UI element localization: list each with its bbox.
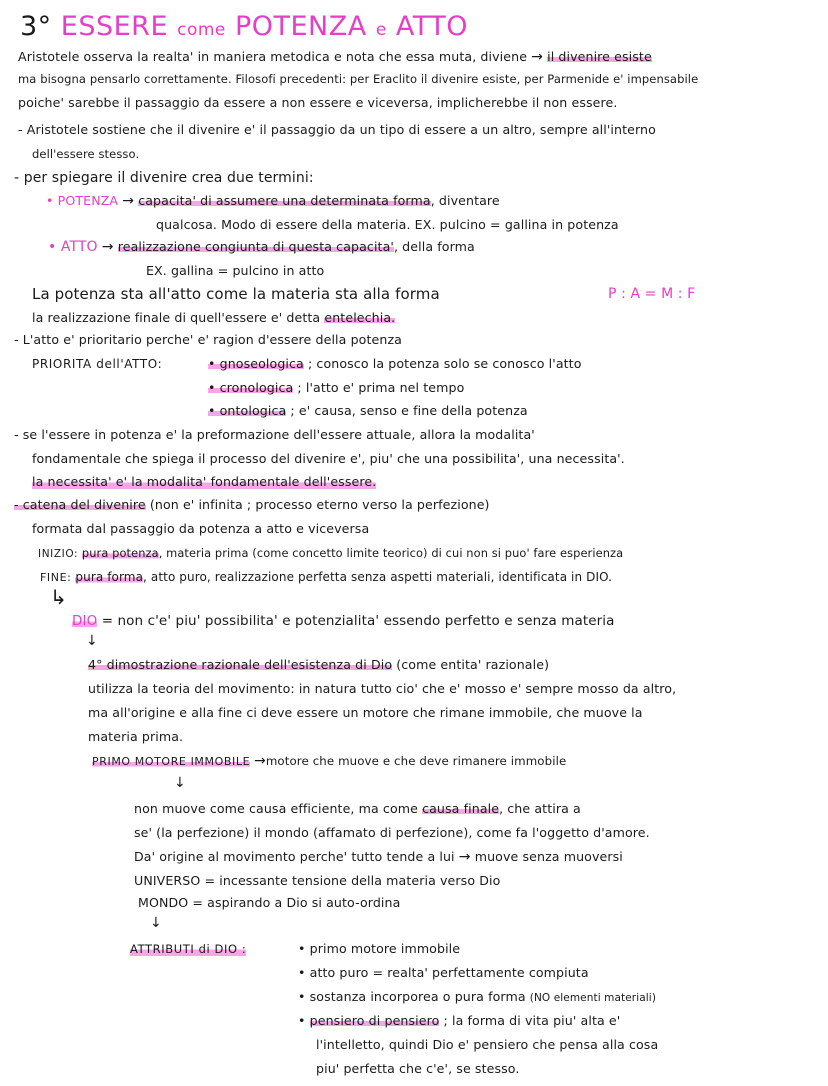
- text: •: [298, 1013, 310, 1028]
- title-number: 3°: [20, 11, 52, 42]
- text: ; l'atto e' prima nel tempo: [297, 380, 465, 395]
- arrow-right-icon: →: [458, 849, 471, 865]
- text: (NO elementi materiali): [529, 992, 657, 1004]
- attributo-item: piu' perfetta che c'e', se stesso.: [316, 1061, 520, 1076]
- inizio-label: INIZIO:: [38, 548, 79, 560]
- title-word: e: [375, 20, 387, 40]
- attributi-label: ATTRIBUTI di DIO :: [130, 942, 247, 956]
- priority-item: [208, 402, 528, 420]
- arrow-right-icon: →: [122, 193, 135, 209]
- atto-line: EX. gallina = pulcino in atto: [146, 263, 325, 278]
- paragraph-line: formata dal passaggio da potenza a atto e viceversa: [32, 521, 370, 536]
- attributo-item: • atto puro = realta' perfettamente compiuta: [298, 965, 589, 980]
- fine-line: [40, 568, 612, 587]
- paragraph-line: - L'atto e' prioritario perche' e' ragion d'essere della potenza: [14, 332, 402, 347]
- potenza-label: • POTENZA: [46, 193, 119, 208]
- intro-line: poiche' sarebbe il passaggio da essere a non essere e viceversa, implicherebbe il non essere.: [18, 95, 618, 110]
- text: muove senza muoversi: [474, 849, 623, 864]
- title-word: come: [177, 20, 226, 40]
- inizio-line: [38, 544, 623, 563]
- arrow-right-icon: →: [254, 753, 266, 769]
- arrow-right-icon: →: [531, 49, 543, 65]
- text: non muove come causa efficiente, ma come: [134, 801, 418, 816]
- priority-label: PRIORITA dell'ATTO:: [32, 357, 163, 371]
- motore-desc-line: MONDO = aspirando a Dio si auto-ordina: [138, 895, 401, 910]
- fine-label: FINE:: [40, 571, 72, 584]
- attributo-item: [298, 988, 656, 1007]
- arrow-right-icon: →: [101, 239, 114, 255]
- paragraph-line: - se l'essere in potenza e' la preformazione dell'essere attuale, allora la modalita': [14, 427, 535, 442]
- potenza-line: [46, 192, 500, 210]
- atto-label: • ATTO: [48, 239, 98, 255]
- text: motore che muove e che deve rimanere immobile: [265, 754, 567, 768]
- highlight-text: causa finale: [422, 801, 500, 816]
- text: ; conosco la potenza solo se conosco l'atto: [307, 356, 582, 371]
- priority-item: [208, 355, 582, 373]
- title-word: POTENZA: [234, 11, 367, 42]
- paragraph-line: [32, 309, 395, 327]
- highlight-text: • cronologica: [208, 380, 294, 395]
- motore-desc-line: [134, 800, 581, 818]
- paragraph-line: materia prima.: [88, 729, 184, 744]
- text: (come entita' razionale): [396, 657, 550, 672]
- paragraph-line: [14, 496, 490, 514]
- highlight-text: il divenire esiste: [547, 49, 652, 64]
- attributo-item: • primo motore immobile: [298, 941, 461, 956]
- highlight-text: pensiero di pensiero: [309, 1013, 440, 1028]
- arrow-down-icon: ↓: [150, 915, 162, 931]
- text: Da' origine al movimento perche' tutto tende a lui: [134, 849, 455, 864]
- title-word: ESSERE: [60, 11, 168, 42]
- dimostrazione-line: [88, 656, 549, 674]
- highlight-line: la necessita' e' la modalita' fondamentale dell'essere.: [32, 474, 377, 489]
- paragraph-line: - Aristotele sostiene che il divenire e' il passaggio da un tipo di essere a un altro, sempre all'interno: [18, 122, 656, 137]
- text: = non c'e' piu' possibilita' e potenzialita' essendo perfetto e senza materia: [101, 613, 615, 629]
- highlight-text: capacita' di assumere una determinata forma: [138, 193, 431, 208]
- paragraph-line: fondamentale che spiega il processo del divenire e', piu' che una possibilita', una necessita'.: [32, 451, 625, 466]
- text: , che attira a: [499, 801, 581, 816]
- text: (non e' infinita ; processo eterno verso la perfezione): [149, 497, 490, 512]
- arrow-down-icon: ↓: [174, 775, 186, 791]
- motore-line: [92, 752, 566, 771]
- highlight-text: - catena del divenire: [14, 497, 146, 512]
- highlight-text: • gnoseologica: [208, 356, 304, 371]
- paragraph-line: utilizza la teoria del movimento: in natura tutto cio' che e' mosso e' sempre mosso da altro,: [88, 681, 677, 696]
- text: ; e' causa, senso e fine della potenza: [290, 403, 528, 418]
- highlight-text: pura forma: [75, 570, 144, 584]
- highlight-text: PRIMO MOTORE IMMOBILE: [92, 755, 251, 768]
- attributo-item: [298, 1012, 620, 1030]
- intro-line: [18, 48, 652, 66]
- text: ; la forma di vita piu' alta e': [443, 1013, 621, 1028]
- curved-arrow-icon: ↳: [50, 585, 67, 609]
- atto-line: [48, 238, 475, 256]
- highlight-text: 4° dimostrazione razionale dell'esistenza di Dio: [88, 657, 393, 672]
- text: la realizzazione finale di quell'essere e' detta: [32, 310, 321, 325]
- motore-desc-line: UNIVERSO = incessante tensione della materia verso Dio: [134, 873, 501, 888]
- paragraph-line: dell'essere stesso.: [32, 147, 140, 161]
- highlight-text: pura potenza: [81, 546, 159, 560]
- text: • sostanza incorporea o pura forma: [298, 989, 526, 1004]
- priority-item: [208, 379, 464, 397]
- dio-label: DIO: [72, 613, 98, 629]
- motore-desc-line: se' (la perfezione) il mondo (affamato di perfezione), come fa l'oggetto d'amore.: [134, 825, 650, 840]
- arrow-down-icon: ↓: [86, 633, 98, 649]
- title-word: ATTO: [395, 11, 469, 42]
- intro-line: ma bisogna pensarlo correttamente. Filosofi precedenti: per Eraclito il divenire esiste, per Parmenide e' impensabile: [18, 72, 699, 86]
- paragraph-line: ma all'origine e alla fine ci deve essere un motore che rimane immobile, che muove la: [88, 705, 643, 720]
- highlight-text: realizzazione congiunta di questa capacita': [117, 239, 394, 254]
- text: , della forma: [393, 239, 475, 254]
- text: , materia prima (come concetto limite teorico) di cui non si puo' fare esperienza: [158, 546, 624, 560]
- text: , diventare: [430, 193, 500, 208]
- highlight-text: • ontologica: [208, 403, 287, 418]
- motore-desc-line: [134, 848, 623, 866]
- highlight-text: entelechia.: [324, 310, 396, 325]
- formula: P : A = M : F: [608, 286, 696, 302]
- attributo-item: l'intelletto, quindi Dio e' pensiero che pensa alla cosa: [316, 1037, 659, 1052]
- potenza-line: qualcosa. Modo di essere della materia. EX. pulcino = gallina in potenza: [156, 217, 619, 232]
- text: Aristotele osserva la realta' in maniera metodica e nota che essa muta, diviene: [18, 49, 528, 64]
- dio-line: [72, 612, 615, 630]
- analogy-line: La potenza sta all'atto come la materia sta alla forma: [32, 285, 440, 303]
- paragraph-line: - per spiegare il divenire crea due termini:: [14, 170, 314, 186]
- page-title: [20, 12, 468, 45]
- text: , atto puro, realizzazione perfetta senza aspetti materiali, identificata in DIO.: [143, 570, 613, 584]
